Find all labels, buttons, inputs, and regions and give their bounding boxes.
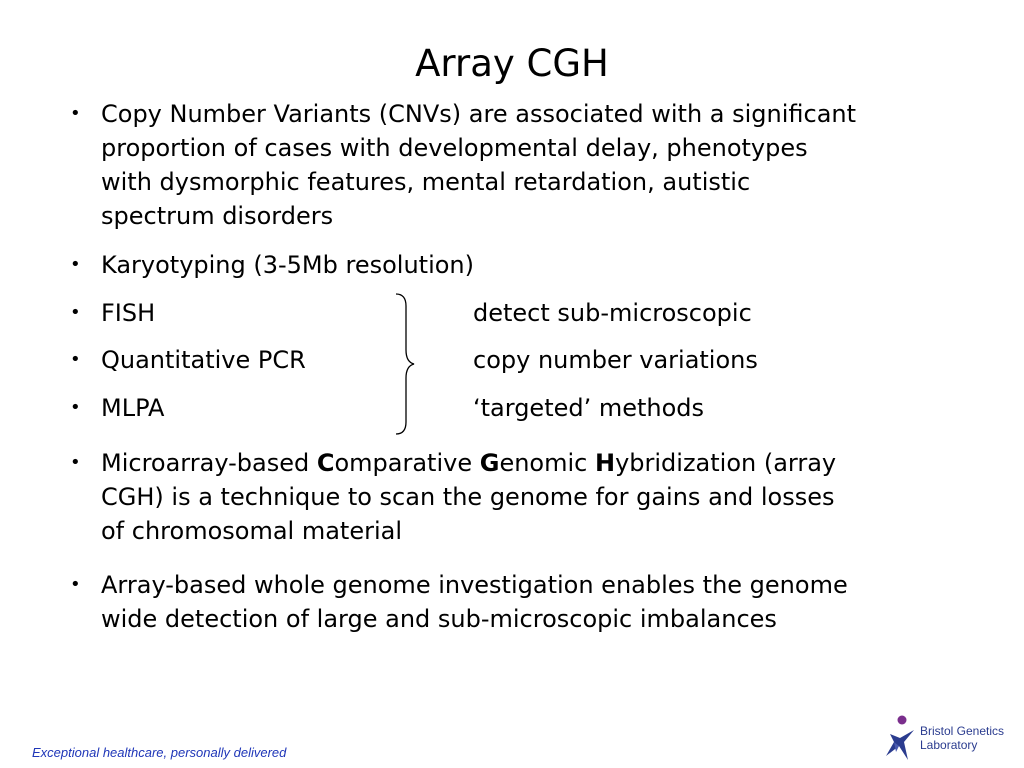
- bullet-text: Karyotyping (3-5Mb resolution): [101, 251, 475, 279]
- bullet-marker: •: [70, 397, 81, 418]
- bullet-line: wide detection of large and sub-microscopic imbalances: [101, 605, 777, 633]
- footer-tagline: Exceptional healthcare, personally delivered: [32, 745, 287, 760]
- bullet-marker: •: [70, 574, 81, 595]
- text-segment: Microarray-based: [101, 449, 317, 477]
- bullet-text: [101, 97, 856, 233]
- slide-title: Array CGH: [415, 42, 609, 85]
- bullet-marker: •: [70, 302, 81, 323]
- method-label: MLPA: [101, 394, 165, 422]
- acronym-letter-h: H: [594, 449, 616, 477]
- bullet-line: of chromosomal material: [101, 517, 402, 545]
- logo-text: [920, 724, 1004, 752]
- method-description: ‘targeted’ methods: [473, 394, 705, 422]
- bullet-marker: •: [70, 103, 81, 124]
- bullet-text: [101, 446, 836, 548]
- bullet-line: [101, 446, 836, 480]
- logo-line: Bristol Genetics: [920, 724, 1005, 738]
- text-segment: omparative: [334, 449, 480, 477]
- bullet-line: Copy Number Variants (CNVs) are associated with a significant: [101, 100, 857, 128]
- bullet-marker: •: [70, 254, 81, 275]
- acronym-letter-g: G: [479, 449, 500, 477]
- bullet-marker: •: [70, 349, 81, 370]
- bullet-line: proportion of cases with developmental delay, phenotypes: [101, 134, 808, 162]
- bullet-marker: •: [70, 452, 81, 473]
- lab-logo: [880, 712, 1010, 766]
- logo-line: Laboratory: [920, 738, 978, 752]
- bullet-line: with dysmorphic features, mental retardation, autistic: [101, 168, 751, 196]
- right-brace-icon: [392, 292, 416, 436]
- bullet-line: spectrum disorders: [101, 202, 334, 230]
- acronym-letter-c: C: [316, 449, 335, 477]
- bullet-line: CGH) is a technique to scan the genome for gains and losses: [101, 483, 835, 511]
- text-segment: ybridization (array: [615, 449, 837, 477]
- method-label: Quantitative PCR: [101, 346, 306, 374]
- star-figure-icon: [880, 712, 920, 766]
- method-description: detect sub-microscopic: [473, 299, 752, 327]
- method-label: FISH: [101, 299, 156, 327]
- method-description: copy number variations: [473, 346, 758, 374]
- bullet-line: Array-based whole genome investigation enables the genome: [101, 571, 848, 599]
- text-segment: enomic: [499, 449, 595, 477]
- bullet-text: [101, 568, 848, 636]
